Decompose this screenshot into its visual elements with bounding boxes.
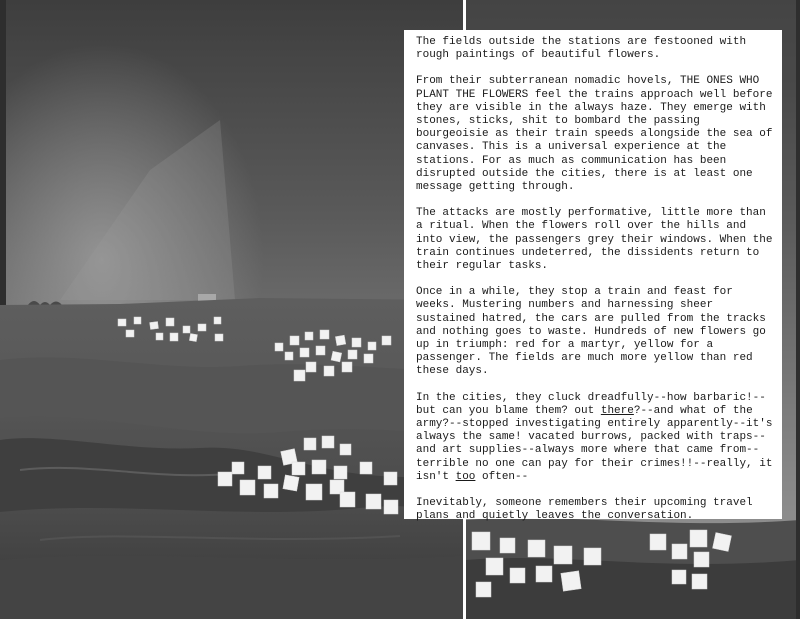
paragraph-2-rest: feel the trains approach well before they are visible in the always haze. They emerge with stones, sticks, shit to bombard the passing bourgeoisie as their train speeds alongside the sea of canvases. This is a universal experience at the stations. For as much as communication has been disrupted outside the cities, there is at least one message getting through. — [416, 88, 773, 194]
paragraph-5-there: there — [600, 404, 634, 417]
text-panel — [404, 30, 782, 523]
paragraph-2-lead: From their subterranean nomadic hovels, — [416, 75, 681, 88]
paragraph-5-too: too — [455, 470, 476, 483]
paragraph-5-part-c: often-- — [475, 470, 529, 483]
paragraph-5-part-b: ?--and what of the army?--stopped investigating entirely apparently--it's always the same! vacated burrows, packed with traps--and art supplies--always more where that came from--terrible no one can pay for their crimes!!--really, it isn't — [416, 404, 773, 483]
paragraph-3: The attacks are mostly performative, little more than a ritual. When the flowers roll over the hills and into view, the passengers grey their windows. When the train continues undeterred, the dissidents return to their regular tasks. — [416, 207, 773, 273]
paragraph-6: Inevitably, someone remembers their upcoming travel plans and quietly leaves the conversation. — [416, 497, 753, 523]
paragraph-2-caps: THE ONES WHO PLANT THE FLOWERS — [416, 75, 760, 101]
paragraph-5-part-a: In the cities, they cluck dreadfully--how barbaric!--but can you blame them? out — [416, 391, 766, 417]
paragraph-2 — [416, 75, 774, 194]
paragraph-1: The fields outside the stations are festooned with rough paintings of beautiful flowers. — [416, 36, 747, 62]
paragraph-4: Once in a while, they stop a train and feast for weeks. Mustering numbers and harnessing sheer sustained hatred, the cars are pulled from the tracks and nothing goes to waste. Hundreds of new flowers go up in triumph: red for a martyr, yellow for a passenger. The fields are much more yellow than red these days. — [416, 286, 766, 378]
paragraph-5 — [416, 392, 774, 484]
